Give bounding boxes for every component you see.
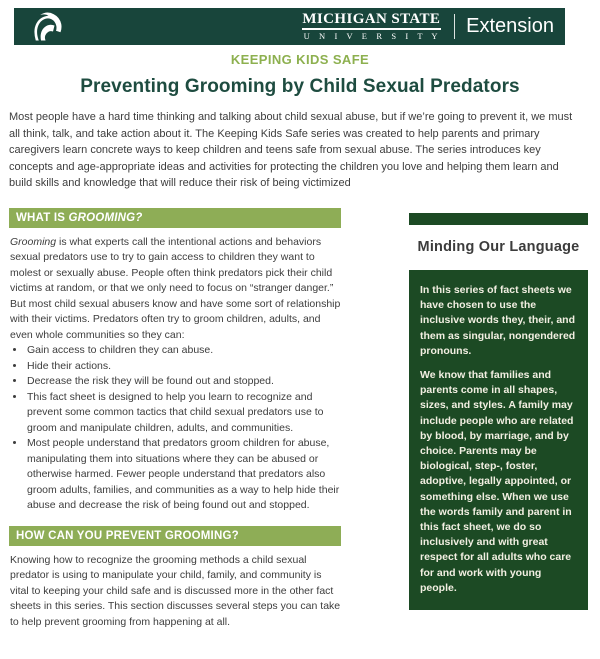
prevent-grooming-paragraph: Knowing how to recognize the grooming methods a child sexual predator is using to manipulate your child, family, and community is vital to keeping your child safe and is discussed more in the other fact sheets in this series. This section discusses several steps you can take to help prevent grooming from happening at all.: [10, 553, 341, 628]
grooming-definition-text: is what experts call the intentional actions and behaviors sexual predators use to try to gain access to children they want to molest or sexually abuse. People often think predators pick their child victims at random, or that we only need to focus on “stranger danger.” But most child sexual abusers know and have some sort of relationship with their victims. Predators often try to groom children, adults, and even whole communities so they can:: [10, 235, 341, 341]
extension-label: Extension: [466, 15, 554, 37]
sidebar-paragraph: In this series of fact sheets we have chosen to use the inclusive words they, their, and them as singular, nongendered pronouns.: [420, 283, 576, 357]
section-heading-what-is-grooming: [9, 208, 341, 228]
heading-emphasis: GROOMING?: [68, 211, 143, 224]
header-bar: [14, 8, 565, 45]
left-column: [9, 208, 341, 631]
section-heading-prevent-grooming: HOW CAN YOU PREVENT GROOMING?: [9, 526, 341, 546]
page-title: Preventing Grooming by Child Sexual Predators: [80, 76, 520, 97]
content-columns: [0, 208, 600, 631]
university-wordmark: [302, 12, 442, 41]
list-item: • Decrease the risk they will be found out and stopped.: [26, 374, 341, 390]
grooming-definition-paragraph: [10, 235, 341, 344]
list-item: • Most people understand that predators groom children for abuse, manipulating them into situations where they can be abused or otherwise harmed. Fewer people understand that predators also groom adults, families, and communities as a way to help hide their abuse and decrease the risk of being found out and stopped.: [26, 436, 341, 514]
grooming-term: Grooming: [10, 235, 57, 248]
university-name-line1: MICHIGAN STATE: [302, 12, 442, 30]
intro-paragraph: Most people have a hard time thinking and talking about child sexual abuse, but if we’re going to prevent it, we must all think, talk, and take action about it. The Keeping Kids Safe series was created to help parents and primary caregivers learn concrete ways to keep children and teens safe from sexual abuse. The series introduces key concepts and age-appropriate ideas and activities for protecting the children you love and helping them learn and build skills and knowledge that will reduce their risk of being victimized: [9, 111, 573, 190]
minding-our-language-box: [409, 270, 588, 610]
list-item: • Gain access to children they can abuse.: [26, 343, 341, 359]
sidebar: [409, 208, 588, 610]
fact-sheet-page: [0, 8, 600, 659]
heading-text: WHAT IS: [16, 211, 69, 224]
list-item: • This fact sheet is designed to help you learn to recognize and prevent some common tactics that child sexual predators use to groom and manipulate children, adults, and communities.: [26, 390, 341, 437]
spartan-helmet-icon: [29, 12, 65, 42]
series-label: KEEPING KIDS SAFE: [230, 52, 370, 67]
sidebar-paragraph: We know that families and parents come in all shapes, sizes, and styles. A family may include people who are related by blood, by marriage, and by choice. Parents may be biological, step-, foster, adoptive, legally appointed, or something else. When we use the words family and parent in this fact sheet, we do so inclusively and with great respect for all adults who care for and work with young people.: [420, 368, 574, 594]
sidebar-heading: Minding Our Language: [417, 238, 580, 255]
header-divider: [454, 14, 455, 39]
sidebar-accent-bar: [409, 213, 588, 225]
list-item: • Hide their actions.: [26, 359, 341, 375]
university-name-line2: U N I V E R S I T Y: [303, 31, 442, 42]
grooming-bullet-list: [10, 343, 341, 514]
